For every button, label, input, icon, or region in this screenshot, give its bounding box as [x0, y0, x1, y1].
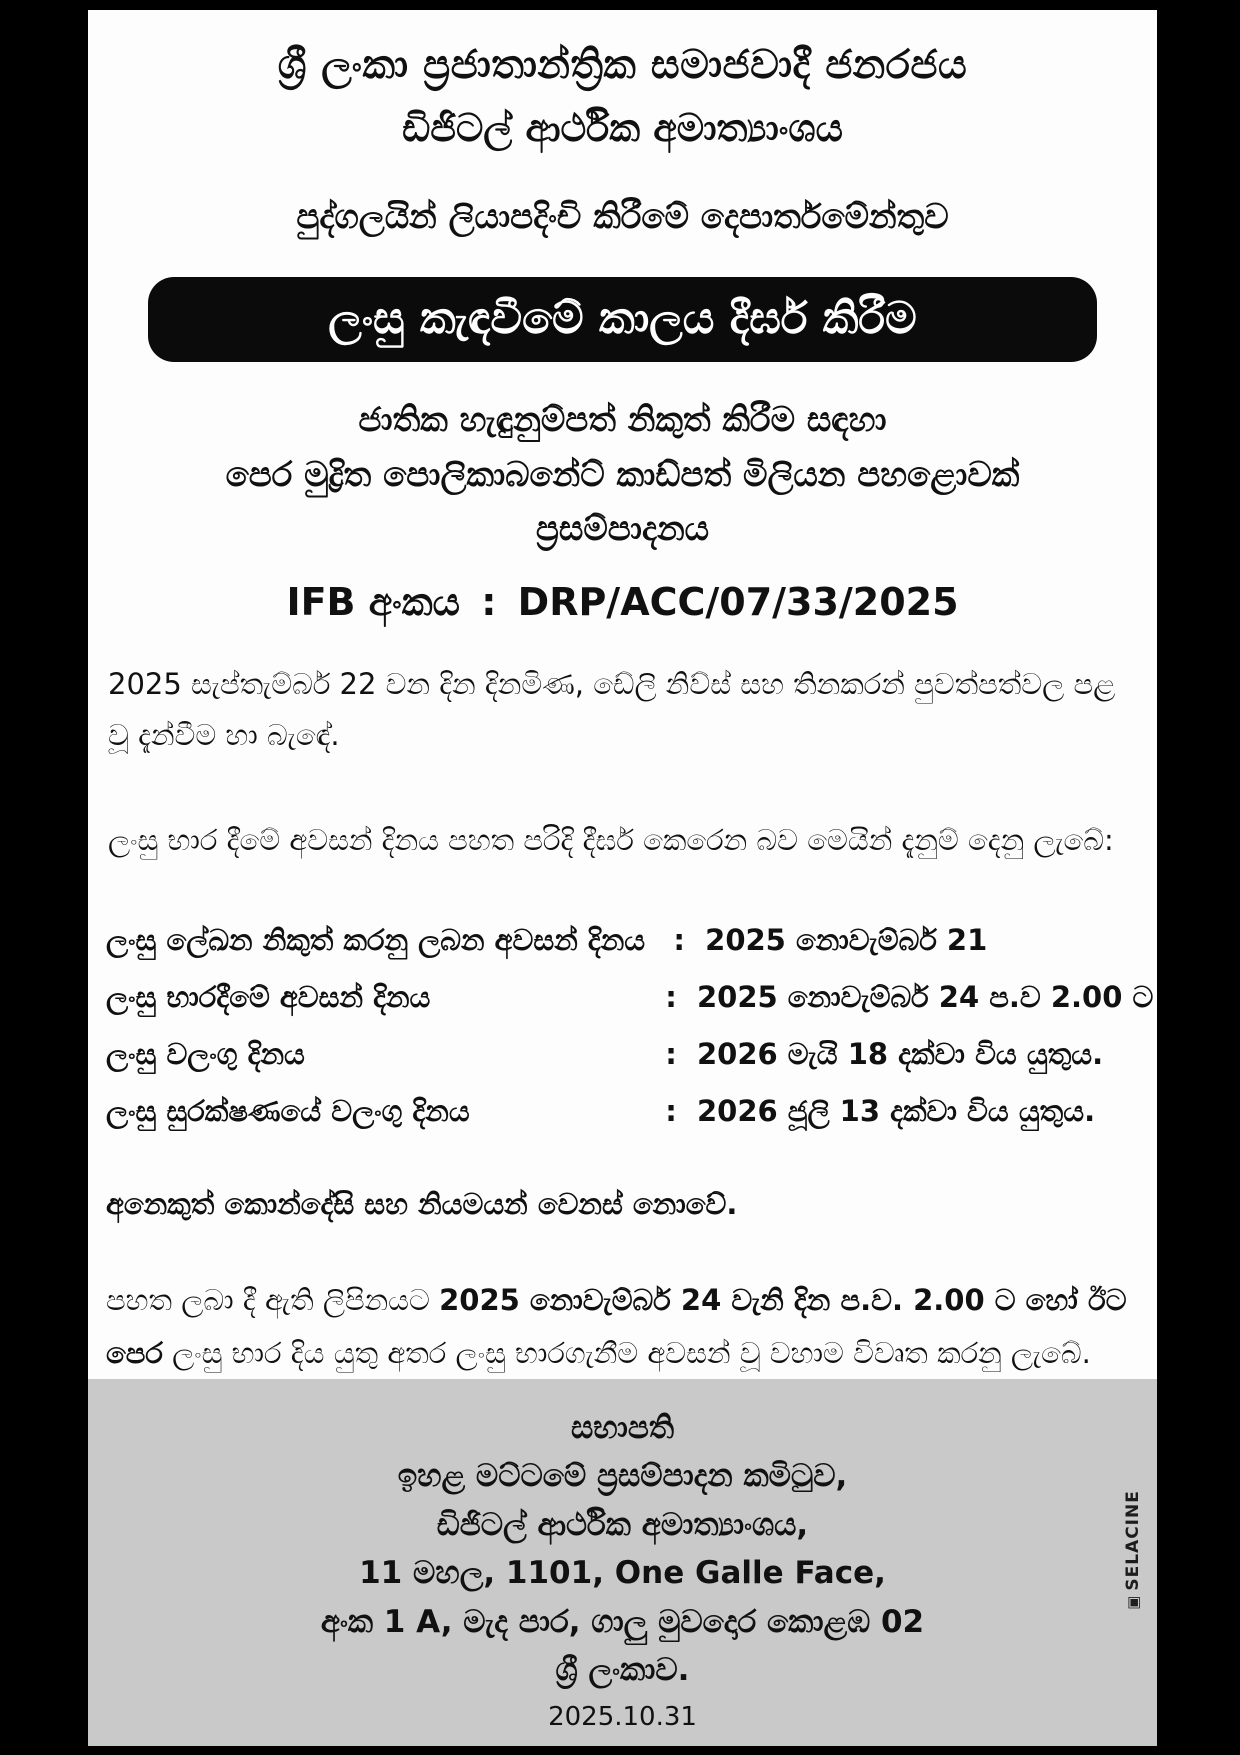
extension-paragraph: ලංසු භාර දීමේ අවසන් දිනය පහත පරිදි දීර්ඝ කෙරෙන බව මෙයින් දැනුම් දෙනු ලැබේ:: [108, 822, 1114, 857]
notice-banner-title: ලංසු කැඳවීමේ කාලය දීර්ඝ කිරීම: [148, 277, 1097, 362]
schedule-value: 2025 නොවැම්බර් 24 ප.ව 2.00 ට: [697, 980, 1154, 1015]
subject-line-1: ජාතික හැඳුනුම්පත් නිකුත් කිරීම සඳහා: [358, 400, 887, 440]
republic-title: ශ්‍රී ලංකා ප්‍රජාතාන්ත්‍රික සමාජවාදී ජනරජය: [277, 42, 968, 88]
ifb-number: DRP/ACC/07/33/2025: [517, 580, 959, 625]
procurement-subject: [106, 394, 1139, 556]
closing-paragraph: [106, 1274, 1139, 1378]
schedule-row: [106, 1037, 1139, 1072]
closing-pre: පහත ලබා දී ඇති ලිපිනයට: [106, 1283, 440, 1318]
schedule-row: [106, 980, 1154, 1015]
footer-committee: ඉහළ මට්ටමේ ප්‍රසම්පාදන කමිටුව,: [397, 1458, 848, 1495]
subject-line-2: පෙර මුද්‍රිත පොලිකාබනේට් කාඩ්පත් මිලියන පහළොවක්: [225, 454, 1020, 495]
schedule-value: 2025 නොවැම්බර් 21: [705, 923, 988, 958]
schedule-value: 2026 මැයි 18 දක්වා විය යුතුය.: [697, 1037, 1104, 1072]
footer-date: 2025.10.31: [548, 1701, 697, 1732]
schedule-row: [106, 923, 1139, 958]
schedule-colon: :: [665, 1037, 677, 1072]
ifb-number-line: [106, 580, 1139, 625]
selacine-logo-icon: ▣: [1124, 1594, 1143, 1610]
ifb-colon: :: [481, 580, 497, 625]
schedule-row: [106, 1094, 1139, 1129]
footer-address-street: අංක 1 A, මැද පාර, ගාලු මුවදොර කොළඹ 02: [320, 1603, 925, 1640]
notice-paper: [88, 10, 1157, 1745]
schedule-label: ලංසු භාරදීමේ අවසන් දිනය: [106, 980, 431, 1015]
contact-footer: [88, 1379, 1157, 1746]
schedule-label: ලංසු සුරක්ෂණයේ වලංගු දිනය: [106, 1094, 470, 1129]
schedule-colon: :: [673, 923, 685, 958]
subject-line-3: ප්‍රසම්පාදනය: [535, 509, 710, 550]
schedule-label: ලංසු වලංගු දිනය: [106, 1037, 305, 1072]
footer-chairman: සභාපති: [570, 1409, 675, 1446]
schedule-colon: :: [665, 980, 677, 1015]
footer-ministry: ඩිජිටල් ආර්ථික අමාත්‍යාංශය,: [436, 1506, 809, 1543]
schedule-value: 2026 ජූලි 13 දක්වා විය යුතුය.: [697, 1094, 1096, 1129]
ifb-label: IFB අංකය: [286, 580, 460, 625]
ministry-title: ඩිජිටල් ආර්ථික අමාත්‍යාංශය: [402, 106, 843, 150]
closing-deadline: 2025 නොවැම්බර් 24 වැනි දින ප.ව. 2.00 ට හෝ ඊට පෙර: [106, 1283, 1127, 1370]
schedule-colon: :: [665, 1094, 677, 1129]
selacine-watermark-text: SELACINE: [1123, 1490, 1144, 1591]
reference-paragraph: 2025 සැප්තැම්බර් 22 වන දින දිනමිණ, ඩේලි නිව්ස් සහ තිනකරන් පුවත්පත්වල පළ වූ දැන්වීම හා බැඳේ.: [108, 667, 1116, 752]
closing-post: ලංසු භාර දිය යුතු අතර ලංසු භාරගැනීම අවසන් වූ වහාම විවෘත කරනු ලැබේ.: [162, 1335, 1091, 1370]
footer-country: ශ්‍රී ලංකාව.: [555, 1652, 690, 1689]
bid-date-schedule: [106, 923, 1154, 1129]
department-title: පුද්ගලයින් ලියාපදිංචි කිරීමේ දෙපාර්තමේන්තුව: [296, 197, 949, 237]
conditions-note: අනෙකුත් කොන්දේසි සහ නියමයන් වෙනස් නොවේ.: [106, 1187, 738, 1222]
schedule-label: ලංසු ලේඛන නිකුත් කරනු ලබන අවසන් දිනය: [106, 923, 646, 958]
footer-address-floor: 11 මහල, 1101, One Galle Face,: [359, 1555, 886, 1592]
selacine-watermark: [1123, 1490, 1143, 1610]
